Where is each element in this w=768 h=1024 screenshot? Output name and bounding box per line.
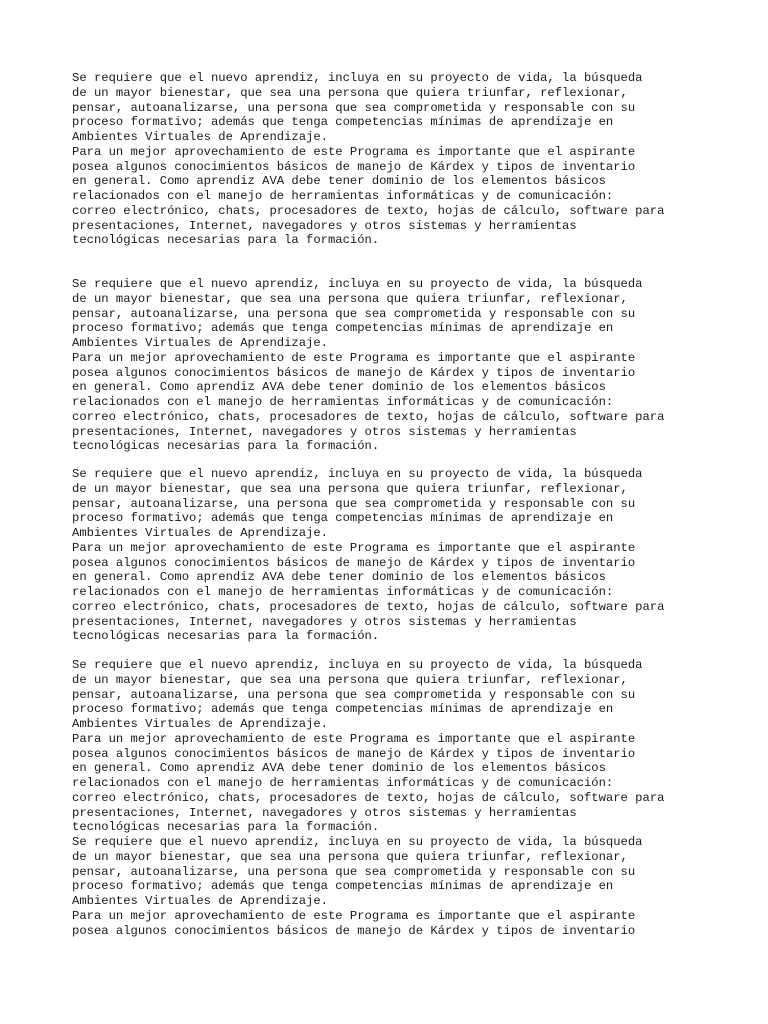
text-line: tecnológicas necesarias para la formación. [72, 439, 380, 454]
text-line: Para un mejor aprovechamiento de este Programa es importante que el aspirante [72, 540, 636, 555]
text-line: presentaciones, Internet, navegadores y otros sistemas y herramientas [72, 218, 577, 233]
text-line: proceso formativo; además que tenga competencias mínimas de aprendizaje en [72, 879, 614, 894]
text-line: relacionados con el manejo de herramientas informáticas y de comunicación: [72, 189, 614, 203]
text-block [72, 658, 664, 938]
text-line: presentaciones, Internet, navegadores y otros sistemas y herramientas [72, 805, 577, 820]
text-line: posea algunos conocimientos básicos de manejo de Kárdex y tipos de inventario [72, 159, 636, 174]
text-line: Para un mejor aprovechamiento de este Programa es importante que el aspirante [72, 731, 636, 746]
text-line: pensar, autoanalizarse, una persona que sea comprometida y responsable con su [72, 864, 636, 879]
text-line: Se requiere que el nuevo aprendiz, incluya en su proyecto de vida, la búsqueda [72, 835, 643, 849]
text-line: pensar, autoanalizarse, una persona que sea comprometida y responsable con su [72, 687, 636, 702]
text-line: de un mayor bienestar, que sea una persona que quiera triunfar, reflexionar, [72, 291, 628, 306]
text-line: Para un mejor aprovechamiento de este Programa es importante que el aspirante [72, 908, 636, 923]
text-line: Ambientes Virtuales de Aprendizaje. [72, 336, 328, 350]
text-line: en general. Como aprendiz AVA debe tener dominio de los elementos básicos [72, 174, 606, 189]
text-line: presentaciones, Internet, navegadores y otros sistemas y herramientas [72, 614, 577, 629]
text-line: de un mayor bienestar, que sea una persona que quiera triunfar, reflexionar, [72, 85, 628, 100]
text-line: posea algunos conocimientos básicos de manejo de Kárdex y tipos de inventario [72, 746, 636, 761]
text-line: Para un mejor aprovechamiento de este Programa es importante que el aspirante [72, 144, 636, 159]
text-line: proceso formativo; además que tenga competencias mínimas de aprendizaje en [72, 511, 614, 526]
text-line: relacionados con el manejo de herramientas informáticas y de comunicación: [72, 395, 614, 409]
text-line: proceso formativo; además que tenga competencias mínimas de aprendizaje en [72, 115, 614, 130]
text-line: Se requiere que el nuevo aprendiz, incluya en su proyecto de vida, la búsqueda [72, 467, 643, 481]
text-line: proceso formativo; además que tenga competencias mínimas de aprendizaje en [72, 702, 614, 717]
text-line: proceso formativo; además que tenga competencias mínimas de aprendizaje en [72, 321, 614, 336]
text-line: Para un mejor aprovechamiento de este Programa es importante que el aspirante [72, 350, 636, 365]
text-line: correo electrónico, chats, procesadores de texto, hojas de cálculo, software para [72, 409, 665, 424]
text-line: de un mayor bienestar, que sea una persona que quiera triunfar, reflexionar, [72, 849, 628, 864]
text-line: pensar, autoanalizarse, una persona que sea comprometida y responsable con su [72, 306, 636, 321]
text-line: tecnológicas necesarias para la formación. [72, 629, 380, 644]
text-line: Ambientes Virtuales de Aprendizaje. [72, 717, 328, 731]
text-line: pensar, autoanalizarse, una persona que sea comprometida y responsable con su [72, 100, 636, 115]
text-line: de un mayor bienestar, que sea una persona que quiera triunfar, reflexionar, [72, 672, 628, 687]
text-line: relacionados con el manejo de herramientas informáticas y de comunicación: [72, 776, 614, 790]
text-line: tecnológicas necesarias para la formación. [72, 820, 380, 835]
text-line: posea algunos conocimientos básicos de manejo de Kárdex y tipos de inventario [72, 923, 636, 938]
text-line: Se requiere que el nuevo aprendiz, incluya en su proyecto de vida, la búsqueda [72, 71, 643, 85]
text-line: pensar, autoanalizarse, una persona que sea comprometida y responsable con su [72, 496, 636, 511]
text-block [72, 467, 664, 644]
text-line: Ambientes Virtuales de Aprendizaje. [72, 526, 328, 540]
text-block [72, 277, 664, 454]
text-block [72, 71, 664, 248]
text-line: de un mayor bienestar, que sea una persona que quiera triunfar, reflexionar, [72, 481, 628, 496]
text-line: correo electrónico, chats, procesadores de texto, hojas de cálculo, software para [72, 203, 665, 218]
text-line: Ambientes Virtuales de Aprendizaje. [72, 894, 328, 908]
text-line: relacionados con el manejo de herramientas informáticas y de comunicación: [72, 585, 614, 599]
text-line: en general. Como aprendiz AVA debe tener dominio de los elementos básicos [72, 761, 606, 776]
text-line: en general. Como aprendiz AVA debe tener dominio de los elementos básicos [72, 570, 606, 585]
text-line: tecnológicas necesarias para la formación. [72, 233, 380, 248]
text-line: posea algunos conocimientos básicos de manejo de Kárdex y tipos de inventario [72, 555, 636, 570]
text-line: posea algunos conocimientos básicos de manejo de Kárdex y tipos de inventario [72, 365, 636, 380]
text-line: Se requiere que el nuevo aprendiz, incluya en su proyecto de vida, la búsqueda [72, 658, 643, 672]
text-line: Se requiere que el nuevo aprendiz, incluya en su proyecto de vida, la búsqueda [72, 277, 643, 291]
text-line: presentaciones, Internet, navegadores y otros sistemas y herramientas [72, 424, 577, 439]
text-line: Ambientes Virtuales de Aprendizaje. [72, 130, 328, 144]
text-line: correo electrónico, chats, procesadores de texto, hojas de cálculo, software para [72, 599, 665, 614]
text-line: correo electrónico, chats, procesadores de texto, hojas de cálculo, software para [72, 790, 665, 805]
text-line: en general. Como aprendiz AVA debe tener dominio de los elementos básicos [72, 380, 606, 395]
